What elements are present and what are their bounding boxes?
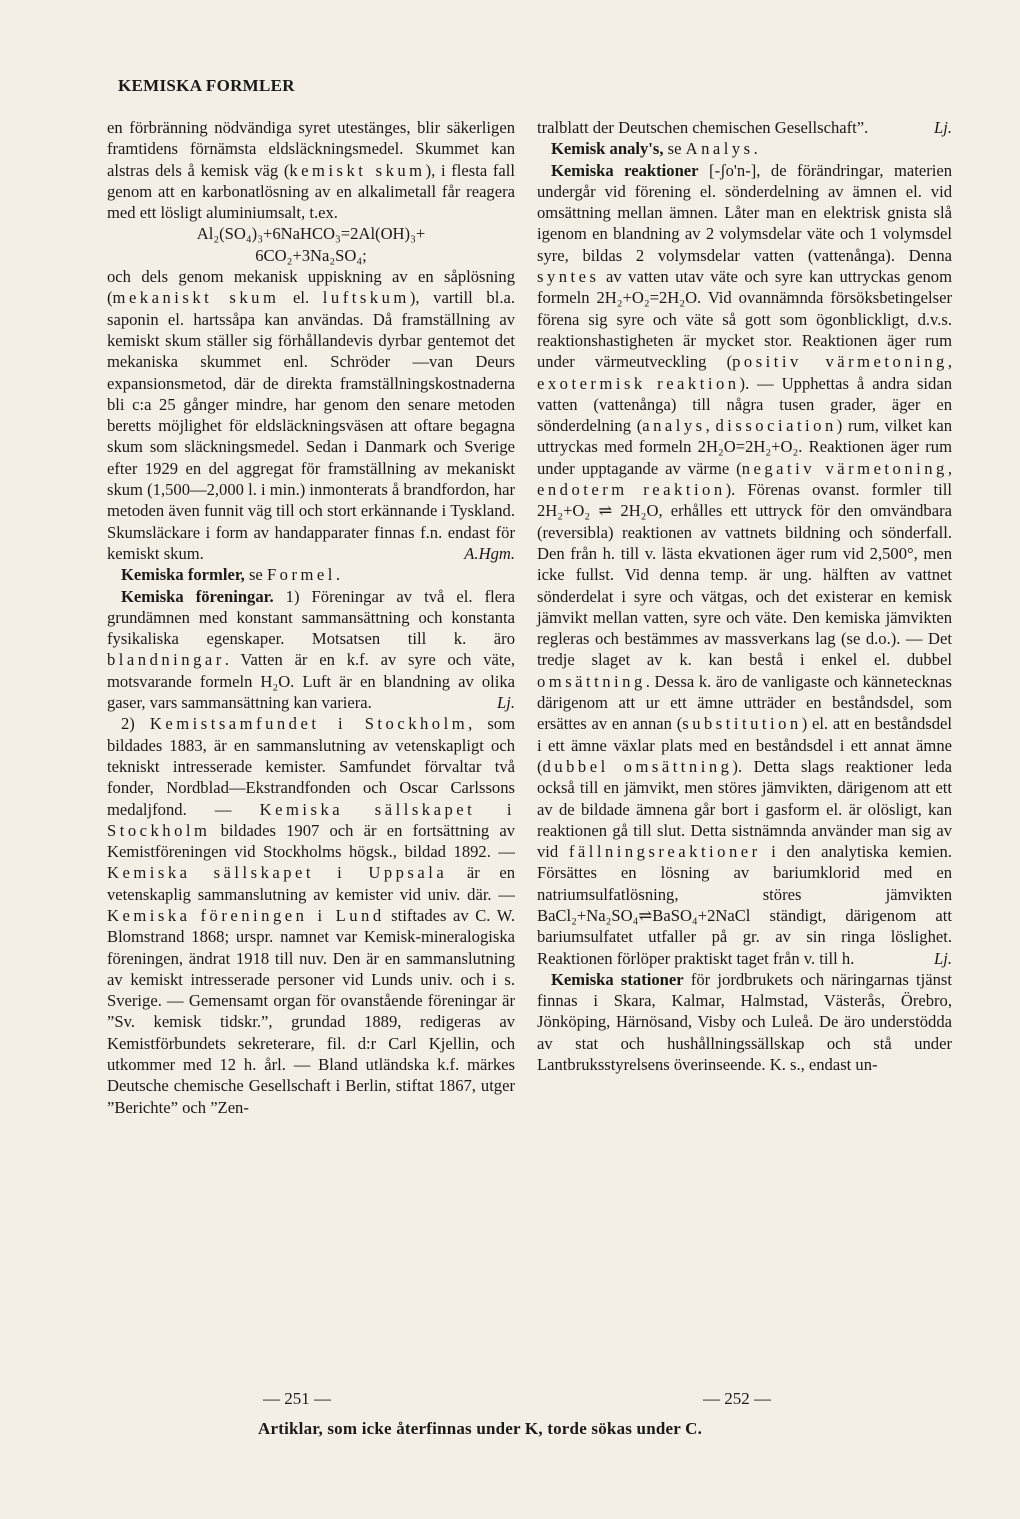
author-signature: Lj. <box>934 948 952 968</box>
entry-kemiska-foreningar: Kemiska föreningar. 1) Föreningar av två el. flera grundämnen med konstant sammansättning och konstanta fysikaliska egenskaper. Motsatsen till k. äro blandningar. Vatten är en k.f. av syre och väte, motsvarande formeln H₂O. Luft är en blandning av olika gaser, vars sammansättning kan variera. Lj. <box>107 586 515 713</box>
headword: Kemisk analy's, <box>551 139 664 159</box>
headword: Kemiska reaktioner <box>551 160 699 180</box>
headword: Kemiska stationer <box>551 969 684 989</box>
page-number-left: — 251 — <box>263 1389 331 1408</box>
entry-kemiska-stationer: Kemiska stationer för jordbrukets och näringarnas tjänst finnas i Skara, Kalmar, Halmstad, Västerås, Örebro, Jönköping, Härnösand, Visby och Luleå. De äro understödda av stat och hushållningssällskap och stå under Lantbruksstyrelsens överinseende. K. s., endast un- <box>537 969 952 1075</box>
entry-kemisk-analys: Kemisk analy's, se Analys. <box>551 139 758 159</box>
page-number-right: — 252 — <box>703 1389 771 1408</box>
formula-line: Al₂(SO₄)₃+6NaHCO₃=2Al(OH)₃+ <box>196 224 426 244</box>
paragraph: och dels genom mekanisk uppiskning av en såplösning (mekaniskt skum el. luftskum), vartill bl.a. saponin el. hartssåpa kan användas. Då framställning av kemiskt skum ställer sig förhållandevis dyrbar gentemot det mekaniska skummet enl. Schröder —van Deurs expansionsmetod, där de direkta framställningskostnaderna bli c:a 25 gånger mindre, har genom den senare metoden beretts möjlighet för eldsläckningsväsen att oftare begagna skum som släckningsmedel. Sedan i Danmark och Sverige efter 1929 en del aggregat för framställning av mekaniskt skum (1,500—2,000 l. i min.) inmonterats å brandfordon, har metoden även funnit väg till och stort erkännande i Tyskland. Skumsläckare i form av handapparater finnas f.n. endast för kemiskt skum. A.Hgm. <box>107 267 515 563</box>
footer-note: Artiklar, som icke återfinnas under K, torde sökas under C. <box>258 1419 703 1438</box>
entry-kemiska-formler: Kemiska formler, se Formel. <box>121 565 341 585</box>
formula-line: 6CO₂+3Na₂SO₄; <box>255 245 367 265</box>
paragraph: tralblatt der Deutschen chemischen Gesellschaft”. Lj. <box>537 118 952 137</box>
cross-reference: Analys <box>685 139 754 159</box>
running-title: KEMISKA FORMLER <box>118 76 295 95</box>
right-column <box>537 117 952 1075</box>
entry-kemiska-reaktioner: Kemiska reaktioner [-ʃo'n-], de förändringar, materien undergår vid förening el. sönderdelning av ämnen el. vid omsättning mellan ämnen. Låter man en elektrisk gnista slå igenom en blandning av 2 volymsdelar väte och 1 volymsdel syre, bildas 2 volymsdelar vatten (vattenånga). Denna syntes av vatten utav väte och syre kan uttryckas genom formeln 2H₂+O₂=2H₂O. Vid ovannämnda försöksbetingelser förena sig syre och väte så gott som ögonblickligt, d.v.s. reaktionshastigheten är mycket stor. Reaktionen äger rum under värmeutveckling (positiv värmetoning, exotermisk reaktion). — Upphettas å andra sidan vatten (vattenånga) till några tusen grader, äger en sönderdelning (analys, dissociation) rum, vilket kan uttryckas med formeln 2H₂O=2H₂+O₂. Reaktionen äger rum under upptagande av värme (negativ värmetoning, endoterm reaktion). Förenas ovanst. formler till 2H₂+O₂ ⇌ 2H₂O, erhålles ett uttryck för den omvändbara (reversibla) reaktionen av vattnets bildning och sönderfall. Den från h. till v. lästa ekvationen äger rum vid 2,500°, men icke fullst. Vid denna temp. är ung. hälften av vattnet sönderdelat i syre och vätgas, och det existerar en kemisk jämvikt mellan vatten, syre och väte. Den kemiska jämvikten regleras och bestämmes av massverkans lag (se d.o.). — Det tredje slaget av k. kan bestå i enkel el. dubbel omsättning. Dessa k. äro de vanligaste och kännetecknas därigenom att ur ett ämne utträder en beståndsdel, som ersättes av en annan (substitution) el. att en beståndsdel i ett ämne växlar plats med en beståndsdel i ett annat ämne (dubbel omsättning). Detta slags reaktioner leda också till en jämvikt, men störes jämvikten, därigenom att ett av de bildade ämnena går bort i gasform el. är olösligt, kan reaktionen gå till slut. Detta sistnämnda använder man sig av vid fällningsreaktioner i den analytiska kemien. Försättes en lösning av bariumklorid med en natriumsulfatlösning, störes jämvikten BaCl₂+Na₂SO₄⇌BaSO₄+2NaCl ständigt, därigenom att bariumsulfatet utfaller på gr. av sin ringa löslighet. Reaktionen förlöper praktiskt taget från v. till h. Lj. <box>537 160 953 968</box>
paragraph: 2) Kemistsamfundet i Stockholm, som bildades 1883, är en sammanslutning av vetenskapligt och tekniskt intresserade kemister. Samfundet förvaltar två fonder, Nordblad—Ekstrandfonden och Oscar Carlssons medaljfond. — Kemiska sällskapet i Stockholm bildades 1907 och är en fortsättning av Kemistföreningen vid Stockholms högsk., bildad 1892. — Kemiska sällskapet i Uppsala är en vetenskaplig sammanslutning av kemister vid univ. där. — Kemiska föreningen i Lund stiftades av C. W. Blomstrand 1868; urspr. namnet var Kemisk-mineralogiska föreningen, ändrat 1918 till nuv. Den är en sammanslutning av kemiskt intresserade personer vid Lunds univ. och i s. Sverige. — Gemensamt organ för ovanstående föreningar är ”Sv. kemisk tidskr.”, grundad 1889, redigeras av Kemistförbundets sekreterare, fil. d:r Carl Kjellin, och utkommer med 12 h. årl. — Bland utländska k.f. märkes Deutsche chemische Gesellschaft i Berlin, stiftat 1867, utger ”Berichte” och ”Zen- <box>107 714 515 1117</box>
headword: Kemiska formler, <box>121 565 245 585</box>
left-column <box>107 117 515 1118</box>
author-signature: Lj. <box>497 693 515 713</box>
headword: Kemiska föreningar. <box>121 586 274 606</box>
paragraph: en förbränning nödvändiga syret utestänges, blir säkerligen framtidens förnämsta eldsläckningsmedel. Skummet kan alstras dels å kemisk väg (kemiskt skum), i flesta fall genom att en karbonatlösning av en alkalimetall får reagera med ett lösligt aluminiumsalt, t.ex. <box>107 118 515 223</box>
cross-reference: Formel <box>266 565 336 585</box>
author-signature: Lj. <box>934 118 952 137</box>
author-signature: A.Hgm. <box>464 543 515 563</box>
